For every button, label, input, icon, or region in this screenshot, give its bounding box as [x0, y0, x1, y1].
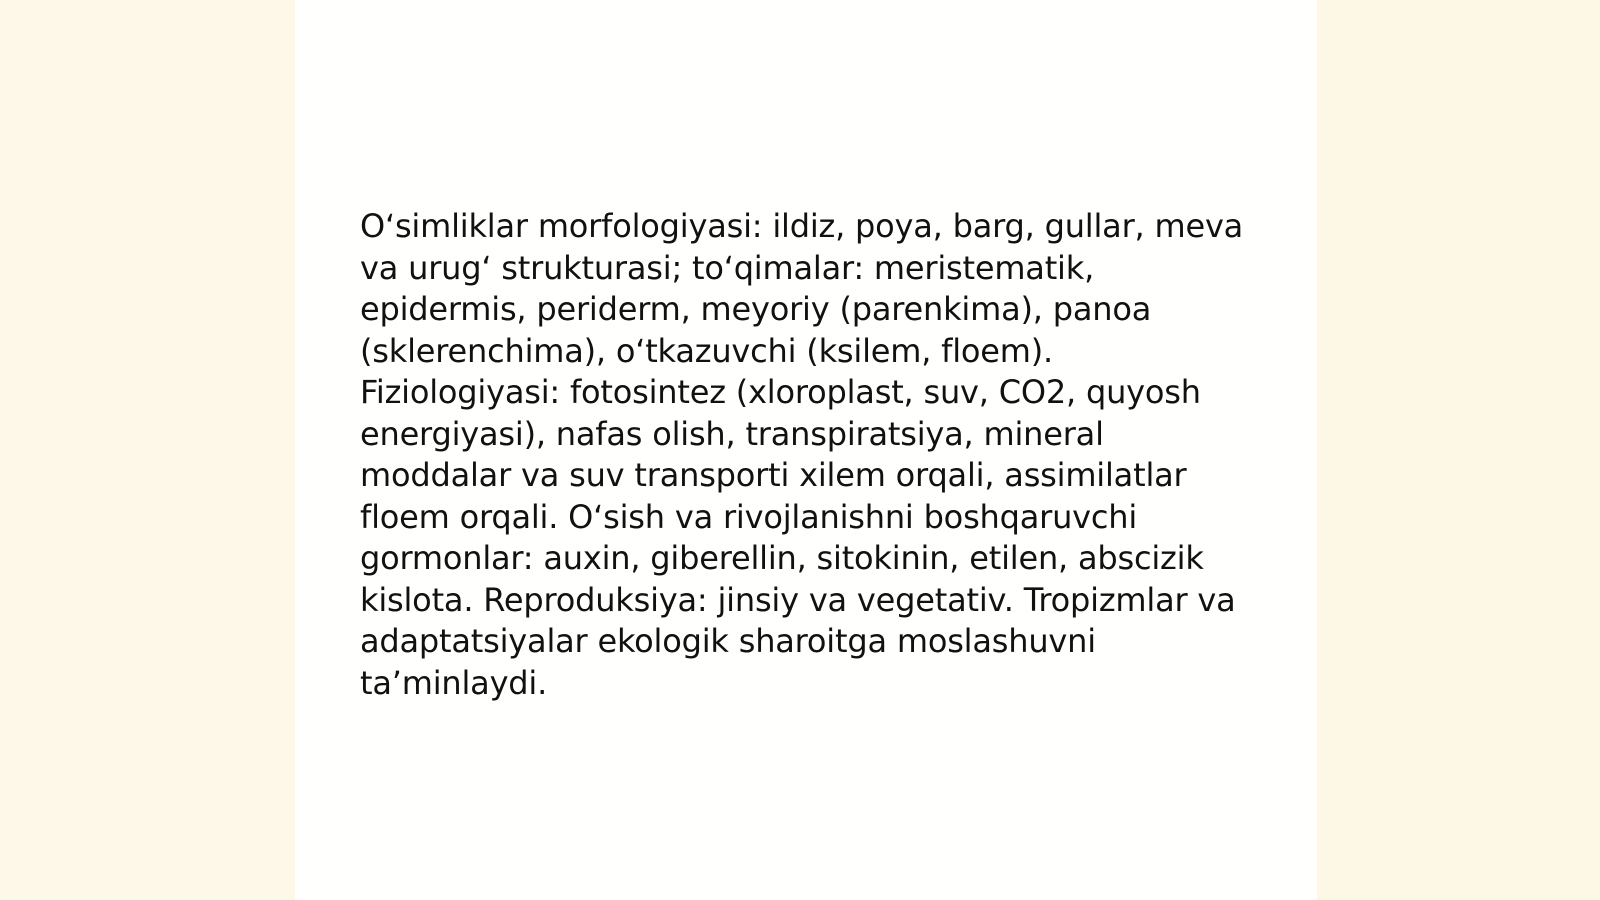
left-margin [0, 0, 295, 900]
body-paragraph: O‘simliklar morfologiyasi: ildiz, poya, barg, gullar, meva va urug‘ strukturasi; to‘qimalar: meristematik, epidermis, periderm, meyoriy (parenkima), panoa (sklerenchima), o‘tkazuvchi (ksilem, floem). Fiziologiyasi: fotosintez (xloroplast, suv, CO2, quyosh energiyasi), nafas olish, transpiratsiya, mineral moddalar va suv transporti xilem orqali, assimilatlar floem orqali. O‘sish va rivojlanishni boshqaruvchi gormonlar: auxin, giberellin, sitokinin, etilen, abscizik kislota. Reproduksiya: jinsiy va vegetativ. Tropizmlar va adaptatsiyalar ekologik sharoitga moslashuvni ta’minlaydi. [360, 207, 1244, 702]
right-margin [1317, 0, 1600, 900]
document-page [295, 0, 1317, 900]
